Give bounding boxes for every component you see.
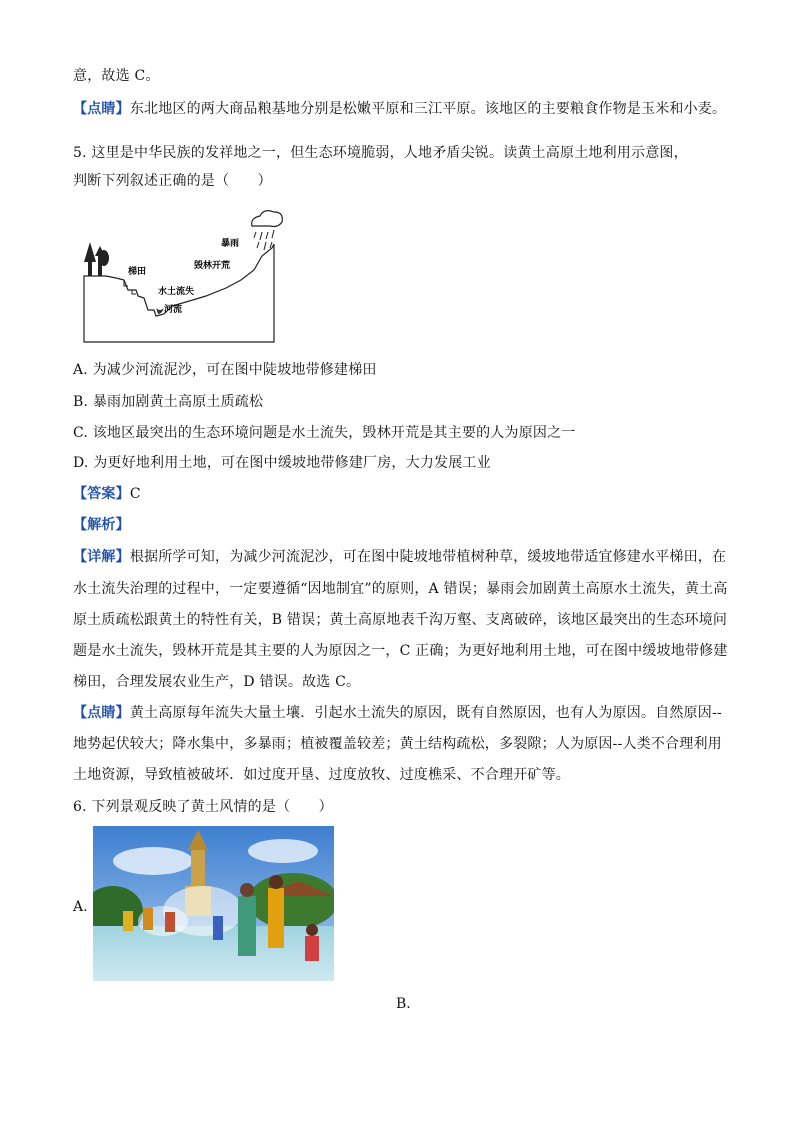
detail-line-5: 梯田，合理发展农业生产，D 错误。故选 C。 [73,674,361,690]
rain-cloud-icon [252,211,283,250]
comment-line-1: 【点睛】黄土高原每年流失大量土壤．引起水土流失的原因，既有自然原因，也有人为原因。自然原因-- [73,705,722,721]
loess-plateau-diagram [76,206,286,346]
option-c: C. 该地区最突出的生态环境问题是水土流失，毁林开荒是其主要的人为原因之一 [73,425,576,441]
detail-line-3: 原土质疏松跟黄土的特性有关，B 错误；黄土高原地表千沟万壑、支离破碎，该地区最突出的生态环境问 [73,612,728,628]
question-6: 6. 下列景观反映了黄土风情的是（ ） [73,799,333,815]
label-erosion: 水土流失 [158,287,195,297]
label-terrace: 梯田 [128,267,147,277]
label-rainstorm: 暴雨 [221,239,240,249]
detail-line-4: 题是水土流失，毁林开荒是其主要的人为原因之一，C 正确；为更好地利用土地，可在图中缓坡地带修建 [73,643,728,659]
label-river: 河流 [164,305,183,315]
question-5-line-1: 5. 这里是中华民族的发祥地之一，但生态环境脆弱，人地矛盾尖锐。读黄土高原土地利用示意图， [73,145,688,161]
option-a: A. 为减少河流泥沙，可在图中陡坡地带修建梯田 [73,362,377,378]
water-festival-photo [93,826,334,981]
comment-line-2: 地势起伏较大；降水集中，多暴雨；植被覆盖较差；黄土结构疏松，多裂隙；人为原因--人类不合理利用 [73,736,722,752]
comment-line-3: 土地资源，导致植被破坏．如过度开垦、过度放牧、过度樵采、不合理开矿等。 [73,767,570,783]
analysis-heading: 【解析】 [73,517,130,533]
option-b-label: B. [396,996,411,1012]
text-line-1: 意，故选 C。 [73,68,160,84]
tree-icon [84,242,109,276]
question-5-line-2: 判断下列叙述正确的是（ ） [73,173,272,189]
option-a-label: A. [73,899,88,915]
detail-line-2: 水土流失治理的过程中，一定要遵循“因地制宜”的原则，A 错误；暴雨会加剧黄土高原水土流失，黄土高 [73,581,728,597]
option-b: B. 暴雨加剧黄土高原土质疏松 [73,394,264,410]
detail-line-1: 【详解】根据所学可知，为减少河流泥沙，可在图中陡坡地带植树种草，缓坡地带适宜修建水平梯田，在 [73,549,727,565]
option-d: D. 为更好地利用土地，可在图中缓坡地带修建厂房，大力发展工业 [73,455,491,471]
river-icon [156,308,164,314]
answer-line: 【答案】C [73,486,141,502]
comment-line-prev: 【点睛】东北地区的两大商品粮基地分别是松嫩平原和三江平原。该地区的主要粮食作物是玉米和小麦。 [73,101,727,117]
terrace-steps [124,280,136,294]
label-deforestation: 毁林开荒 [194,261,231,271]
